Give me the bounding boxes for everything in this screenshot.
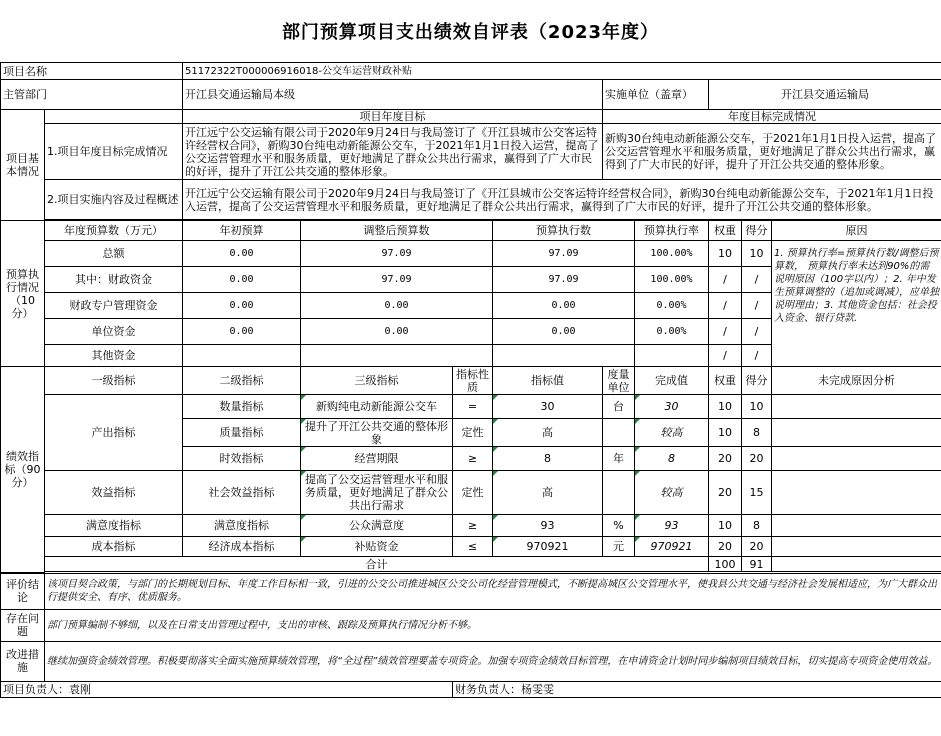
measures-label: 改进措施 xyxy=(1,641,45,681)
budget-h-4: 预算执行率 xyxy=(635,221,709,241)
conclusion-text: 该项目契合政策，与部门的长期规划目标、年度工作目标相一致，引进的公交公司推进城区公交公司化经营管理模式，不断提高城区公交管理水平，使我县公共交通与经济社会发展相适应，为广大群众出行提供安全、有序、优质服务。 xyxy=(45,573,941,609)
perf-score: 8 xyxy=(742,419,772,447)
perf-row xyxy=(1,537,941,557)
perf-target: 93 xyxy=(493,515,603,537)
dept-row xyxy=(1,80,941,110)
conclusion-row xyxy=(1,573,941,609)
basic-row-2 xyxy=(1,180,941,220)
budget-initial: 0.00 xyxy=(183,293,301,319)
perf-l3: 公众满意度 xyxy=(301,515,453,537)
total-label: 合计 xyxy=(45,557,709,572)
budget-row xyxy=(1,241,941,267)
perf-h-7: 权重 xyxy=(709,367,742,395)
project-row xyxy=(1,63,941,80)
perf-done: 93 xyxy=(635,515,709,537)
measures-row xyxy=(1,641,941,681)
budget-row-name: 财政专户管理资金 xyxy=(45,293,183,319)
perf-score: 15 xyxy=(742,471,772,515)
budget-adjusted: 97.09 xyxy=(301,267,493,293)
budget-adjusted: 0.00 xyxy=(301,293,493,319)
basic-section-label: 项目基本情况 xyxy=(1,110,45,221)
total-weight: 100 xyxy=(709,557,742,572)
perf-unit xyxy=(603,471,635,515)
dept-value: 开江县交通运输局本级 xyxy=(183,80,603,110)
budget-h-1: 年初预算 xyxy=(183,221,301,241)
budget-row-name: 单位资金 xyxy=(45,319,183,345)
budget-initial: 0.00 xyxy=(183,267,301,293)
budget-executed: 97.09 xyxy=(493,267,635,293)
budget-executed: 0.00 xyxy=(493,319,635,345)
perf-l3: 提高了公交运营管理水平和服务质量，更好地满足了群众公共出行需求 xyxy=(301,471,453,515)
budget-h-6: 得分 xyxy=(742,221,772,241)
budget-h-7: 原因 xyxy=(772,221,941,241)
perf-unit: % xyxy=(603,515,635,537)
impl-label: 实施单位（盖章） xyxy=(603,80,709,110)
perf-h-8: 得分 xyxy=(742,367,772,395)
perf-h-9: 未完成原因分析 xyxy=(772,367,941,395)
perf-row xyxy=(1,395,941,419)
issues-row xyxy=(1,609,941,641)
basic-row-1 xyxy=(1,124,941,180)
perf-h-1: 二级指标 xyxy=(183,367,301,395)
budget-rate xyxy=(635,345,709,367)
perf-done: 30 xyxy=(635,395,709,419)
perf-target: 高 xyxy=(493,419,603,447)
perf-l2: 质量指标 xyxy=(183,419,301,447)
measures-text: 继续加强资金绩效管理。积极要彻落实全面实施预算绩效管理，将“全过程”绩效管理要盖专项资金。加强专项资金绩效目标管理，在申请资金计划时同步编制项目绩效目标，切实提高专项资金使用效益。 xyxy=(45,641,941,681)
perf-weight: 20 xyxy=(709,447,742,471)
perf-done: 8 xyxy=(635,447,709,471)
perf-row xyxy=(1,515,941,537)
page-title: 部门预算项目支出绩效自评表（2023年度） xyxy=(281,22,660,43)
total-score: 91 xyxy=(742,557,772,572)
budget-weight: / xyxy=(709,319,742,345)
perf-l2: 经济成本指标 xyxy=(183,537,301,557)
budget-score: / xyxy=(742,319,772,345)
basic-row2-label: 2.项目实施内容及过程概述 xyxy=(45,180,183,220)
perf-h-2: 三级指标 xyxy=(301,367,453,395)
budget-row-name: 总额 xyxy=(45,241,183,267)
basic-row1-done: 新购30台纯电动新能源公交车，于2021年1月1日投入运营，提高了公交运营管理水平和服务质量，更好地满足了群众公共出行需求，赢得到了广大市民的好评，提升了开江公共交通的整体形象。 xyxy=(603,124,941,180)
perf-weight: 20 xyxy=(709,537,742,557)
perf-h-5: 度量单位 xyxy=(603,367,635,395)
budget-executed: 0.00 xyxy=(493,293,635,319)
budget-weight: / xyxy=(709,293,742,319)
budget-rate: 100.00% xyxy=(635,241,709,267)
perf-h-6: 完成值 xyxy=(635,367,709,395)
perf-h-4: 指标值 xyxy=(493,367,603,395)
budget-initial: 0.00 xyxy=(183,241,301,267)
budget-score: 10 xyxy=(742,241,772,267)
perf-h-0: 一级指标 xyxy=(45,367,183,395)
basic-row1-label: 1.项目年度目标完成情况 xyxy=(45,124,183,180)
issues-label: 存在问题 xyxy=(1,609,45,641)
perf-nature: = xyxy=(453,395,493,419)
perf-nature: ≤ xyxy=(453,537,493,557)
project-leader: 项目负责人：袁刚 xyxy=(1,681,453,697)
budget-h-0: 年度预算数（万元） xyxy=(45,221,183,241)
perf-nature: ≥ xyxy=(453,515,493,537)
perf-score: 20 xyxy=(742,447,772,471)
budget-header-row xyxy=(1,221,941,241)
perf-score: 20 xyxy=(742,537,772,557)
finance-leader: 财务负责人：杨雯雯 xyxy=(453,681,941,697)
perf-l3: 提升了开江公共交通的整体形象 xyxy=(301,419,453,447)
budget-adjusted xyxy=(301,345,493,367)
budget-score: / xyxy=(742,345,772,367)
budget-initial: 0.00 xyxy=(183,319,301,345)
budget-rate: 0.00% xyxy=(635,319,709,345)
budget-section-label: 预算执行情况（10分） xyxy=(1,221,45,367)
conclusion-label: 评价结论 xyxy=(1,573,45,609)
output-label: 产出指标 xyxy=(45,395,183,471)
budget-weight: 10 xyxy=(709,241,742,267)
budget-reason: 1. 预算执行率=预算执行数/调整后预算数， 预算执行率未达到90%的需说明原因（100字以内）；2. 年中发生预算调整的（追加或调减），应单独说明理由；3. 其他资金包括：社会投入资金、银行贷款. xyxy=(772,241,941,367)
basic-header-row xyxy=(1,110,941,124)
perf-unit xyxy=(603,419,635,447)
perf-weight: 10 xyxy=(709,419,742,447)
footer-row xyxy=(1,681,941,697)
dept-label: 主管部门 xyxy=(1,80,183,110)
impl-value: 开江县交通运输局 xyxy=(709,80,941,110)
budget-weight: / xyxy=(709,267,742,293)
perf-l3: 补贴资金 xyxy=(301,537,453,557)
perf-l2: 社会效益指标 xyxy=(183,471,301,515)
perf-done: 970921 xyxy=(635,537,709,557)
basic-row2-text: 开江远宁公交运输有限公司于2020年9月24日与我局签订了《开江县城市公交客运特许经营权合同》，新购30台纯电动新能源公交车，于2021年1月1日投入运营，提高了公交运营管理水平和服务质量，更好地满足了群众公共出行需求，赢得到了广大市民的好评，提升了开江公共交通的整体形象。 xyxy=(183,180,941,220)
budget-row-name: 其他资金 xyxy=(45,345,183,367)
perf-unit: 年 xyxy=(603,447,635,471)
perf-l3: 经营期限 xyxy=(301,447,453,471)
perf-score: 8 xyxy=(742,515,772,537)
perf-weight: 10 xyxy=(709,515,742,537)
perf-done: 较高 xyxy=(635,471,709,515)
project-value: 51172322T000006916018-公交车运营财政补贴 xyxy=(183,63,941,80)
perf-row xyxy=(1,471,941,515)
perf-h-3: 指标性质 xyxy=(453,367,493,395)
perf-section-label: 绩效指标（90分） xyxy=(1,367,45,573)
perf-score: 10 xyxy=(742,395,772,419)
perf-unit: 元 xyxy=(603,537,635,557)
perf-target: 30 xyxy=(493,395,603,419)
budget-adjusted: 97.09 xyxy=(301,241,493,267)
perf-l2: 时效指标 xyxy=(183,447,301,471)
budget-executed: 97.09 xyxy=(493,241,635,267)
perf-l3: 新购纯电动新能源公交车 xyxy=(301,395,453,419)
perf-l2: 数量指标 xyxy=(183,395,301,419)
basic-row1-goal: 开江远宁公交运输有限公司于2020年9月24日与我局签订了《开江县城市公交客运特许经营权合同》，新购30台纯电动新能源公交车，于2021年1月1日投入运营，提高了公交运营管理水平和服务质量，更好地满足了群众公共出行需求，赢得到了广大市民的好评，提升了开江公共交通的整体形象。 xyxy=(183,124,603,180)
total-row xyxy=(1,557,941,572)
done-header: 年度目标完成情况 xyxy=(603,110,941,124)
budget-score: / xyxy=(742,267,772,293)
perf-weight: 20 xyxy=(709,471,742,515)
budget-score: / xyxy=(742,293,772,319)
perf-unit: 台 xyxy=(603,395,635,419)
perf-l2: 满意度指标 xyxy=(183,515,301,537)
perf-nature: ≥ xyxy=(453,447,493,471)
evaluation-table xyxy=(0,62,941,698)
budget-weight: / xyxy=(709,345,742,367)
budget-h-5: 权重 xyxy=(709,221,742,241)
perf-nature: 定性 xyxy=(453,419,493,447)
perf-target: 8 xyxy=(493,447,603,471)
perf-nature: 定性 xyxy=(453,471,493,515)
budget-h-3: 预算执行数 xyxy=(493,221,635,241)
project-label: 项目名称 xyxy=(1,63,183,80)
perf-header-row xyxy=(1,367,941,395)
effect-label: 效益指标 xyxy=(45,471,183,515)
budget-rate: 100.00% xyxy=(635,267,709,293)
satisfaction-label: 满意度指标 xyxy=(45,515,183,537)
budget-initial xyxy=(183,345,301,367)
perf-weight: 10 xyxy=(709,395,742,419)
goal-header: 项目年度目标 xyxy=(183,110,603,124)
budget-adjusted: 0.00 xyxy=(301,319,493,345)
perf-target: 970921 xyxy=(493,537,603,557)
perf-target: 高 xyxy=(493,471,603,515)
budget-row-name: 其中：财政资金 xyxy=(45,267,183,293)
perf-done: 较高 xyxy=(635,419,709,447)
budget-executed xyxy=(493,345,635,367)
budget-rate: 0.00% xyxy=(635,293,709,319)
budget-h-2: 调整后预算数 xyxy=(301,221,493,241)
cost-label: 成本指标 xyxy=(45,537,183,557)
issues-text: 部门预算编制不够细，以及在日常支出管理过程中，支出的审核、跟踪及预算执行情况分析不够。 xyxy=(45,609,941,641)
